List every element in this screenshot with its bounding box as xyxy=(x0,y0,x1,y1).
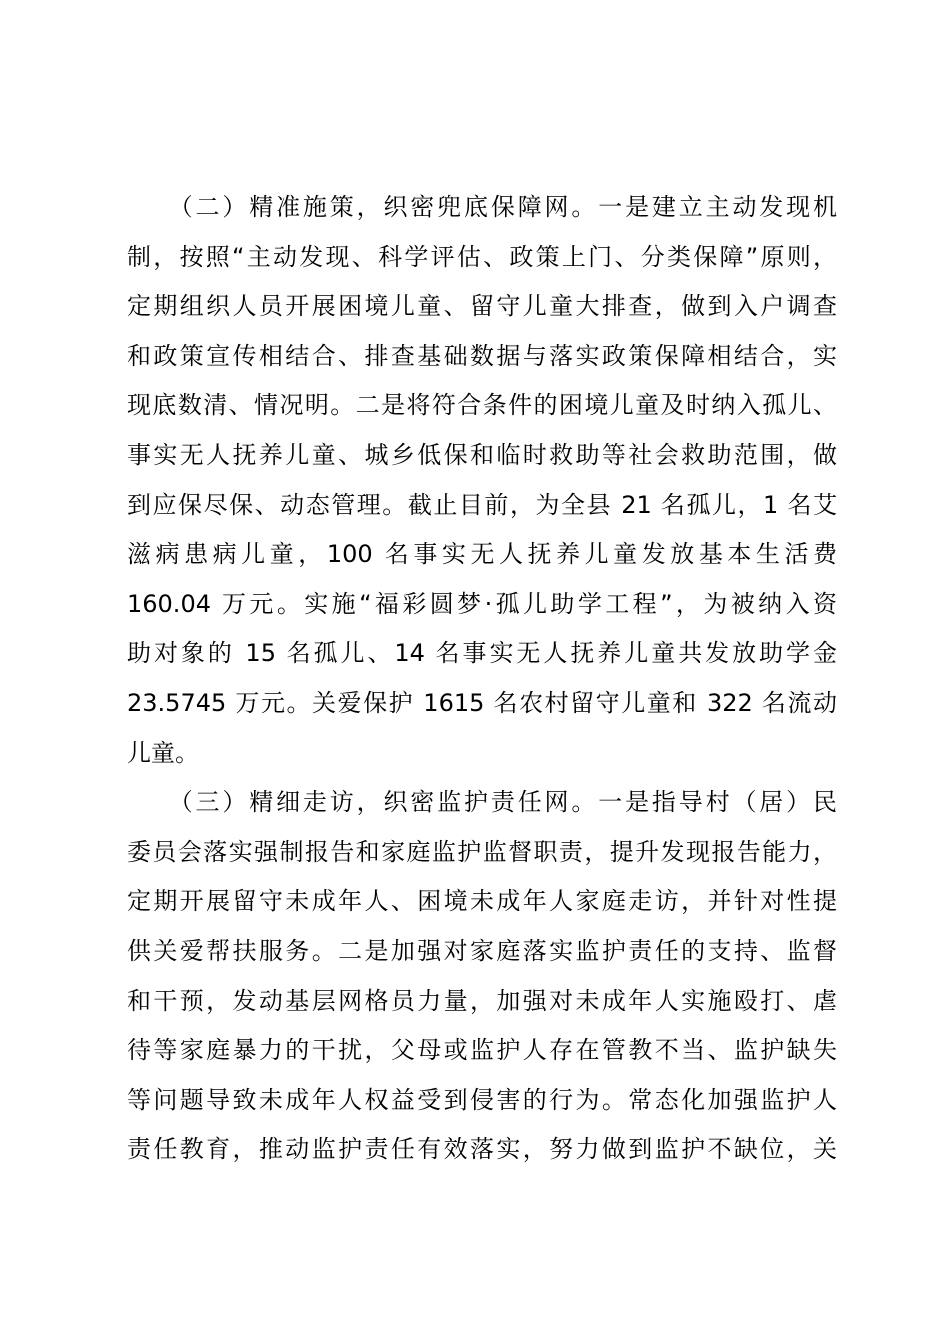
text-line: 助对象的 15 名孤儿、14 名事实无人抚养儿童共发放助学金 xyxy=(127,639,837,668)
text-line: （二）精准施策，织密兜底保障网。一是建立主动发现机 xyxy=(127,193,837,221)
text-line: 和干预，发动基层网格员力量，加强对未成年人实施殴打、虐 xyxy=(127,986,837,1015)
text-line: 到应保尽保、动态管理。截止目前，为全县 21 名孤儿，1 名艾 xyxy=(127,490,837,519)
text-line: 23.5745 万元。关爱保护 1615 名农村留守儿童和 322 名流动 xyxy=(127,688,837,717)
text-line: 滋病患病儿童，100 名事实无人抚养儿童发放基本生活费 xyxy=(127,540,837,569)
document-body xyxy=(127,183,837,1175)
text-line: 供关爱帮扶服务。二是加强对家庭落实监护责任的支持、监督 xyxy=(127,936,837,965)
text-line: 定期开展留守未成年人、困境未成年人家庭走访，并针对性提 xyxy=(127,887,837,916)
text-line: 定期组织人员开展困境儿童、留守儿童大排查，做到入户调查 xyxy=(127,292,837,321)
text-line: 待等家庭暴力的干扰，父母或监护人存在管教不当、监护缺失 xyxy=(127,1036,837,1065)
text-line: 责任教育，推动监护责任有效落实，努力做到监护不缺位，关 xyxy=(127,1135,837,1164)
text-line: 和政策宣传相结合、排查基础数据与落实政策保障相结合，实 xyxy=(127,341,837,370)
text-line: 等问题导致未成年人权益受到侵害的行为。常态化加强监护人 xyxy=(127,1085,837,1114)
text-line: 制，按照“主动发现、科学评估、政策上门、分类保障”原则， xyxy=(127,242,837,271)
text-line: 现底数清、情况明。二是将符合条件的困境儿童及时纳入孤儿、 xyxy=(127,391,837,420)
text-line: 委员会落实强制报告和家庭监护监督职责，提升发现报告能力， xyxy=(127,837,837,866)
text-line: （三）精细走访，织密监护责任网。一是指导村（居）民 xyxy=(127,788,837,817)
text-line: 儿童。 xyxy=(127,738,199,767)
text-line: 160.04 万元。实施“福彩圆梦·孤儿助学工程”，为被纳入资 xyxy=(127,589,837,618)
text-line: 事实无人抚养儿童、城乡低保和临时救助等社会救助范围，做 xyxy=(127,440,837,469)
paragraph-section-3 xyxy=(127,778,837,1175)
paragraph-section-2 xyxy=(127,183,837,778)
